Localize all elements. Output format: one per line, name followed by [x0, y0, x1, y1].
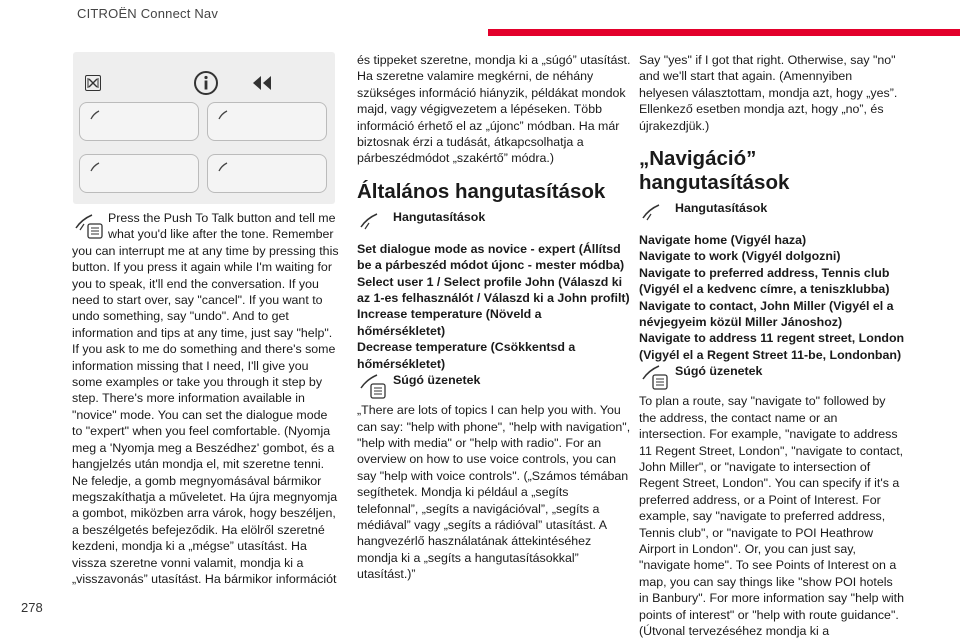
phone-handset-icon	[217, 109, 229, 121]
help-text: „There are lots of topics I can help you with. You can say: "help with phone", "help with navigation", "help with media" or "help with radio". For an overview on how to use voice controls, you can say "help with voice controls". („Számos témában segíthetek. Mondja ki például a „segíts telefonnal”, „segíts a navigációval”, „segíts a médiával” vagy „segíts a rádióval” utasítást. A hangvezérlő használatának áttekintéséhez mondja ki a „segíts a hangutasításokkal” utasítást.)”	[357, 403, 631, 582]
shortcut-tile	[207, 154, 327, 193]
help-label: Súgó üzenetek	[675, 364, 763, 379]
voice-screen-illustration	[73, 52, 335, 204]
commands-label: Hangutasítások	[675, 201, 768, 216]
phone-handset-icon	[217, 161, 229, 173]
shortcut-tile	[79, 102, 199, 141]
command-item: Decrease temperature (Csökkentsd a hőmérsékletet)	[357, 340, 576, 371]
header-accent-bar	[488, 29, 960, 36]
voice-command-icon	[357, 209, 389, 239]
help-label: Súgó üzenetek	[393, 373, 481, 388]
column-3	[639, 52, 905, 639]
phone-handset-icon	[89, 109, 101, 121]
info-icon	[193, 70, 219, 101]
shortcut-tile	[207, 102, 327, 141]
section-heading-general: Általános hangutasítások	[357, 179, 606, 203]
column-1	[72, 210, 340, 587]
page-number: 278	[21, 600, 43, 615]
help-text: To plan a route, say "navigate to" followed by the address, the contact name or an intersection. For example, "navigate to address 11 Regent Street, London", "navigate to contact, John Miller", or "navigate to intersection of Regent Street, London". You can specify if it's a preferred address, or a Point of Interest. For example, say "navigate to preferred address, Tennis club", or "navigate to POI Heathrow Airport in London". Or, you can just say, "navigate home". To see Points of Interest on a map, you can say things like "show POI hotels in Banbury". For more information say "help with points of interest" or "help with route guidance". (Útvonal tervezéséhez mondja ki a	[639, 394, 904, 638]
voice-command-icon	[639, 200, 671, 230]
section-heading-navigation: „Navigáció” hangutasítások	[639, 147, 790, 195]
phone-handset-icon	[89, 161, 101, 173]
command-item: Increase temperature (Növeld a hőmérsékletet)	[357, 307, 542, 338]
command-item: Navigate to contact, John Miller (Vigyél el a névjegyeim közül Miller Jánoshoz)	[639, 298, 894, 330]
command-item: Navigate to work (Vigyél dolgozni)	[639, 249, 841, 264]
shortcut-tile	[79, 154, 199, 193]
push-to-talk-icon	[72, 210, 104, 240]
help-message-icon	[639, 363, 671, 393]
command-item: Navigate home (Vigyél haza)	[639, 233, 807, 248]
close-x-icon	[85, 75, 101, 91]
continued-text: Say "yes" if I got that right. Otherwise, say "no" and we'll start that again. (Amennyiben helyesen választottam, mondja azt, hogy „yes”. Ellenkező esetben mondja azt, hogy „no”, és újrakezdjük.)	[639, 53, 898, 133]
help-message-icon	[357, 372, 389, 402]
command-item: Navigate to address 11 regent street, London (Vigyél el a Regent Street 11-be, Londonban)	[639, 331, 905, 362]
commands-label: Hangutasítások	[393, 209, 486, 224]
continued-text: és tippeket szeretne, mondja ki a „súgó” utasítást. Ha szeretne valamire megkérni, de néhány szükséges információ hiányzik, példákat mondok majd, vagy végigvezetem a lépéseken. Több információ érhető el az „újonc” módban. Ha már biztosnak érzi a tudását, átkapcsolhatja a párbeszédmódot „szakértő” módra.)	[357, 53, 631, 166]
command-item: Select user 1 / Select profile John (Válaszd ki az 1-es felhasználót / Válaszd ki a John profilt)	[357, 274, 630, 306]
command-item: Set dialogue mode as novice - expert (Állítsd be a párbeszéd módot újonc - mester módba)	[357, 241, 625, 273]
column-2	[357, 52, 632, 583]
rewind-icon	[251, 74, 273, 97]
header-title: CITROËN Connect Nav	[77, 6, 219, 21]
command-item: Navigate to preferred address, Tennis club (Vigyél el a kedvenc címre, a teniszklubba)	[639, 265, 890, 297]
intro-text: Press the Push To Talk button and tell me what you'd like after the tone. Remember you can interrupt me at any time by pressing this button. If you press it again while I'm waiting for you to speak, it'll end the conversation. If you need to start over, say "cancel". If you want to undo something, say "undo". And to get information and tips at any time, just say "help". If you ask to me do something and there's some information missing that I need, I'll give you some examples or take you through it step by step. There's more information available in "novice" mode. You can set the dialogue mode to "expert" when you feel comfortable. (Nyomja meg a 'Nyomja meg a Beszédhez' gombot, és a hangjelzés után mondja el, mit szeretne tenni. Ne feledje, a gomb megnyomásával bármikor megszakíthatja a műveletet. Ha újra megnyomja a gombot, miközben arra várok, hogy beszéljen, a beszélgetés befejeződik. Ha elölről szeretné kezdeni, mondja ki a „mégse” utasítást. Ha vissza szeretne vonni valamit, mondja ki a „visszavonás” utasítást. Ha bármikor információt	[72, 211, 339, 586]
